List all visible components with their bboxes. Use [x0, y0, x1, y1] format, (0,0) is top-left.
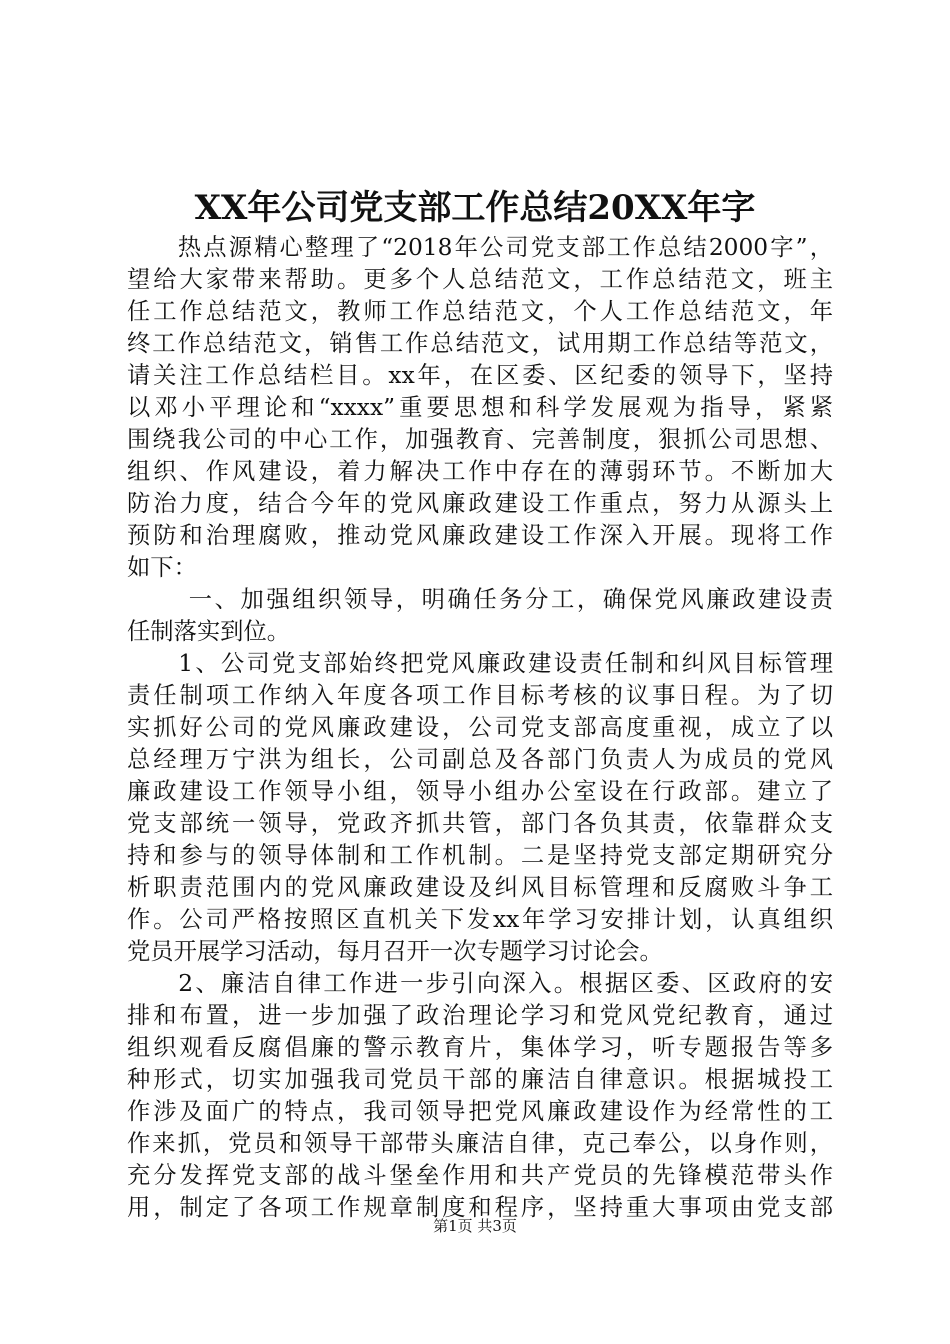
body-line: 种形式，切实加强我司党员干部的廉洁自律意识。根据城投工: [127, 1066, 833, 1093]
body-line: 1、公司党支部始终把党风廉政建设责任制和纠风目标管理: [127, 650, 833, 677]
body-line: 2、廉洁自律工作进一步引向深入。根据区委、区政府的安: [127, 970, 833, 997]
body-line: 用，制定了各项工作规章制度和程序，坚持重大事项由党支部: [127, 1194, 833, 1221]
body-line: 作。公司严格按照区直机关下发xx年学习安排计划，认真组织: [127, 906, 833, 933]
body-line: 析职责范围内的党风廉政建设及纠风目标管理和反腐败斗争工: [127, 874, 833, 901]
body-line: 任工作总结范文，教师工作总结范文，个人工作总结范文，年: [127, 298, 833, 325]
document-body: [127, 232, 833, 1224]
body-line: 党支部统一领导，党政齐抓共管，部门各负其责，依靠群众支: [127, 810, 833, 837]
page-footer: 第1页 共3页: [433, 1217, 517, 1235]
body-line: 排和布置，进一步加强了政治理论学习和党风党纪教育，通过: [127, 1002, 833, 1029]
body-line: 作涉及面广的特点，我司领导把党风廉政建设作为经常性的工: [127, 1098, 833, 1125]
body-line: 望给大家带来帮助。更多个人总结范文，工作总结范文，班主: [127, 266, 833, 293]
body-line: 请关注工作总结栏目。xx年，在区委、区纪委的领导下，坚持: [127, 362, 833, 389]
body-line: 责任制项工作纳入年度各项工作目标考核的议事日程。为了切: [127, 682, 833, 709]
body-line: 党员开展学习活动，每月召开一次专题学习讨论会。: [127, 938, 663, 965]
body-line: 围绕我公司的中心工作，加强教育、完善制度，狠抓公司思想、: [127, 426, 833, 453]
document-title: XX年公司党支部工作总结20XX年字: [194, 188, 756, 228]
body-line: 以邓小平理论和“xxxx”重要思想和科学发展观为指导，紧紧: [127, 394, 833, 421]
body-line: 防治力度，结合今年的党风廉政建设工作重点，努力从源头上: [127, 490, 833, 517]
body-line: 总经理万宁洪为组长，公司副总及各部门负责人为成员的党风: [127, 746, 833, 773]
body-line: 作来抓，党员和领导干部带头廉洁自律，克己奉公，以身作则，: [127, 1130, 833, 1157]
body-line: 预防和治理腐败，推动党风廉政建设工作深入开展。现将工作: [127, 522, 833, 549]
body-line: 如下：: [127, 554, 197, 581]
body-line: 充分发挥党支部的战斗堡垒作用和共产党员的先锋模范带头作: [127, 1162, 833, 1189]
body-line: 持和参与的领导体制和工作机制。二是坚持党支部定期研究分: [127, 842, 833, 869]
body-line: 廉政建设工作领导小组，领导小组办公室设在行政部。建立了: [127, 778, 833, 805]
body-line: 实抓好公司的党风廉政建设，公司党支部高度重视，成立了以: [127, 714, 833, 741]
body-line: 热点源精心整理了“2018年公司党支部工作总结2000字”，: [127, 234, 833, 261]
body-line: 组织、作风建设，着力解决工作中存在的薄弱环节。不断加大: [127, 458, 833, 485]
body-line: 组织观看反腐倡廉的警示教育片，集体学习，听专题报告等多: [127, 1034, 833, 1061]
body-line: 一、加强组织领导，明确任务分工，确保党风廉政建设责: [127, 586, 833, 613]
body-line: 终工作总结范文，销售工作总结范文，试用期工作总结等范文，: [127, 330, 833, 357]
body-line: 任制落实到位。: [127, 618, 291, 645]
